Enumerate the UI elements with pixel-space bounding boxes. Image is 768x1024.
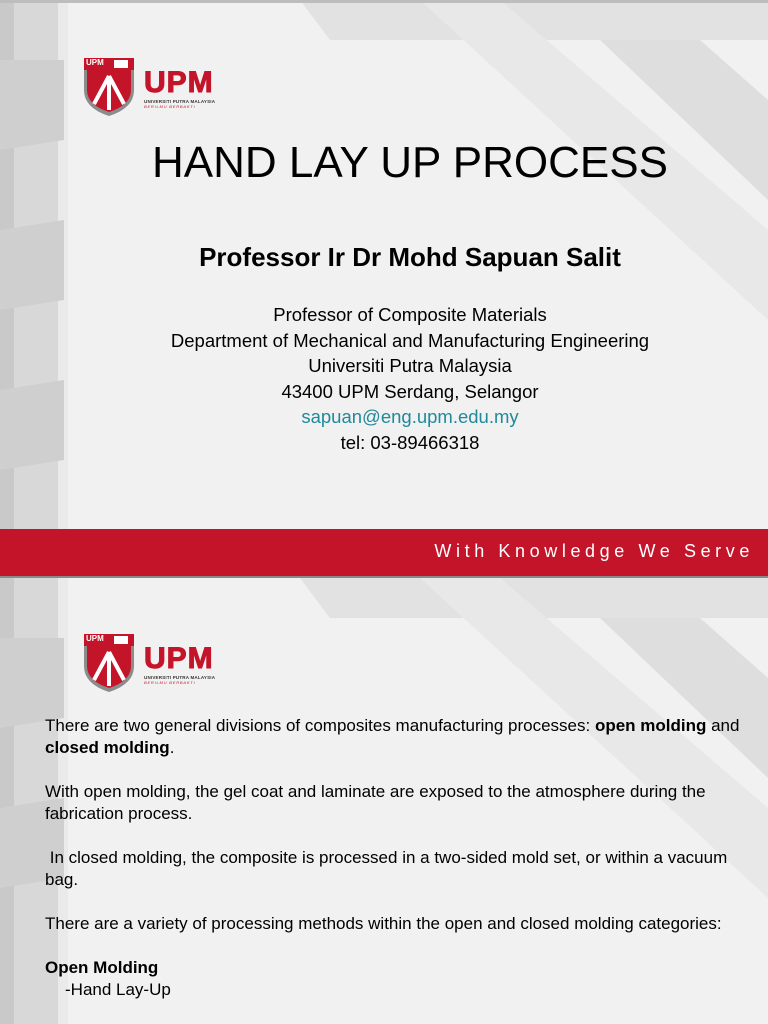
term-open-molding: open molding: [594, 716, 707, 735]
logo-motto: BERILMU BERBAKTI: [144, 680, 196, 685]
term-closed-molding: closed molding: [45, 738, 170, 757]
info-line-address: 43400 UPM Serdang, Selangor: [281, 380, 539, 402]
info-line-department: Department of Mechanical and Manufacturing Engineering: [170, 329, 650, 351]
paragraph-divisions: [45, 715, 755, 759]
list-item: -Hand Lay-Up: [65, 980, 171, 999]
paragraph-closed-molding: In closed molding, the composite is processed in a two-sided mold set, or within a vacuum bag.: [45, 848, 732, 889]
slide-body: [45, 715, 755, 1001]
text-span: .: [169, 738, 175, 757]
shield-label: UPM: [86, 58, 104, 67]
tagline: With Knowledge We Serve: [434, 541, 754, 561]
upm-shield-icon: [80, 56, 138, 118]
slide-title: HAND LAY UP PROCESS: [152, 138, 668, 187]
telephone: tel: 03-89466318: [340, 431, 480, 453]
author-info: [0, 302, 768, 455]
logo-wordmark: UPM: [144, 642, 214, 675]
info-line-university: Universiti Putra Malaysia: [308, 355, 512, 376]
logo-motto: BERILMU BERBAKTI: [144, 104, 196, 109]
author-name: Professor Ir Dr Mohd Sapuan Salit: [199, 242, 621, 272]
subheading-open-molding: Open Molding: [45, 958, 159, 977]
text-span: There are two general divisions of composites manufacturing processes:: [45, 716, 595, 735]
logo-wordmark: UPM: [144, 66, 214, 99]
text-span: and: [706, 716, 740, 735]
paragraph-open-molding: With open molding, the gel coat and laminate are exposed to the atmosphere during the fabrication process.: [45, 782, 706, 823]
upm-logo: [80, 56, 215, 118]
upm-shield-icon: [80, 632, 138, 694]
info-line-position: Professor of Composite Materials: [273, 304, 547, 325]
email-link[interactable]: sapuan@eng.upm.edu.my: [301, 406, 519, 427]
logo-subtitle: UNIVERSITI PUTRA MALAYSIA: [144, 99, 216, 104]
paragraph-methods: There are a variety of processing methods within the open and closed molding categories:: [45, 914, 722, 933]
tagline-band: [0, 529, 768, 576]
upm-logo: [80, 632, 215, 694]
content-slide: [0, 578, 768, 1024]
logo-subtitle: UNIVERSITI PUTRA MALAYSIA: [144, 675, 216, 680]
shield-label: UPM: [86, 634, 104, 643]
